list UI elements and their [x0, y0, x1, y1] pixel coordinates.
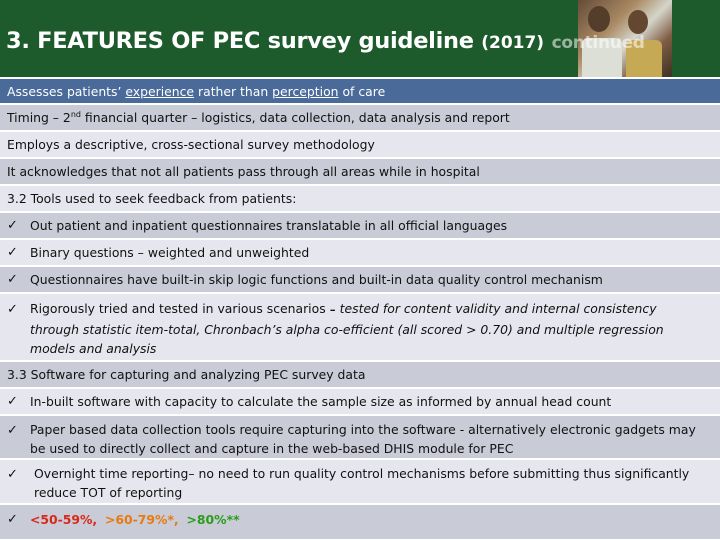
table-row — [0, 240, 720, 266]
title-bar — [0, 0, 720, 77]
section-heading-software: 3.3 Software for capturing and analyzing PEC survey data — [7, 367, 366, 382]
row-text: Rigorously tried and tested in various scenarios - tested for content validity and internal consistency through statistic item-total, Chronbach’s alpha co-efficient (all scored > 0.70) and multiple regression models and analysis — [30, 300, 664, 356]
table-row — [0, 213, 720, 239]
table-row — [0, 362, 720, 388]
table-row — [0, 505, 720, 540]
row-text: Employs a descriptive, cross-sectional survey methodology — [7, 137, 375, 152]
checkmark-icon: ✓ — [7, 423, 18, 438]
row-text: In-built software with capacity to calculate the sample size as informed by annual head count — [30, 394, 612, 409]
checkmark-icon: ✓ — [7, 467, 18, 482]
row-text: Paper based data collection tools require capturing into the software - alternatively electronic gadgets may be used to directly collect and capture in the web-based DHIS module for PEC — [30, 422, 696, 456]
table-row — [0, 105, 720, 131]
checkmark-icon: ✓ — [7, 394, 18, 409]
section-heading-tools: 3.2 Tools used to seek feedback from patients: — [7, 191, 297, 206]
checkmark-icon: ✓ — [7, 512, 18, 527]
score-thresholds — [30, 505, 720, 529]
checkmark-icon: ✓ — [7, 272, 18, 287]
table-row — [0, 267, 720, 293]
threshold-red: <50-59%, — [30, 512, 98, 527]
table-row — [0, 389, 720, 415]
threshold-green: >80%** — [186, 512, 240, 527]
row-text: Binary questions – weighted and unweighted — [30, 245, 310, 260]
threshold-orange: >60-79%*, — [105, 512, 179, 527]
title-continued: continued — [551, 33, 645, 53]
table-row — [0, 79, 720, 104]
table-row — [0, 416, 720, 459]
table-row — [0, 294, 720, 361]
row-text: Overnight time reporting– no need to run quality control mechanisms before submitting thus significantly reduce TOT of reporting — [34, 466, 690, 500]
table-row — [0, 132, 720, 158]
row-text: Timing – 2nd financial quarter – logistics, data collection, data analysis and report — [7, 110, 510, 125]
row-text: It acknowledges that not all patients pass through all areas while in hospital — [7, 164, 480, 179]
checkmark-icon: ✓ — [7, 302, 18, 317]
title-year: (2017) — [481, 33, 545, 53]
table-row — [0, 186, 720, 212]
row-text: Assesses patients’ experience rather than perception of care — [7, 84, 386, 99]
title-main: 3. FEATURES OF PEC survey guideline — [6, 28, 474, 54]
table-row — [0, 159, 720, 185]
checkmark-icon: ✓ — [7, 218, 18, 233]
slide-title — [6, 28, 645, 54]
row-text: Questionnaires have built-in skip logic functions and built-in data quality control mechanism — [30, 272, 603, 287]
checkmark-icon: ✓ — [7, 245, 18, 260]
row-text: Out patient and inpatient questionnaires translatable in all official languages — [30, 218, 508, 233]
table-row — [0, 460, 720, 504]
